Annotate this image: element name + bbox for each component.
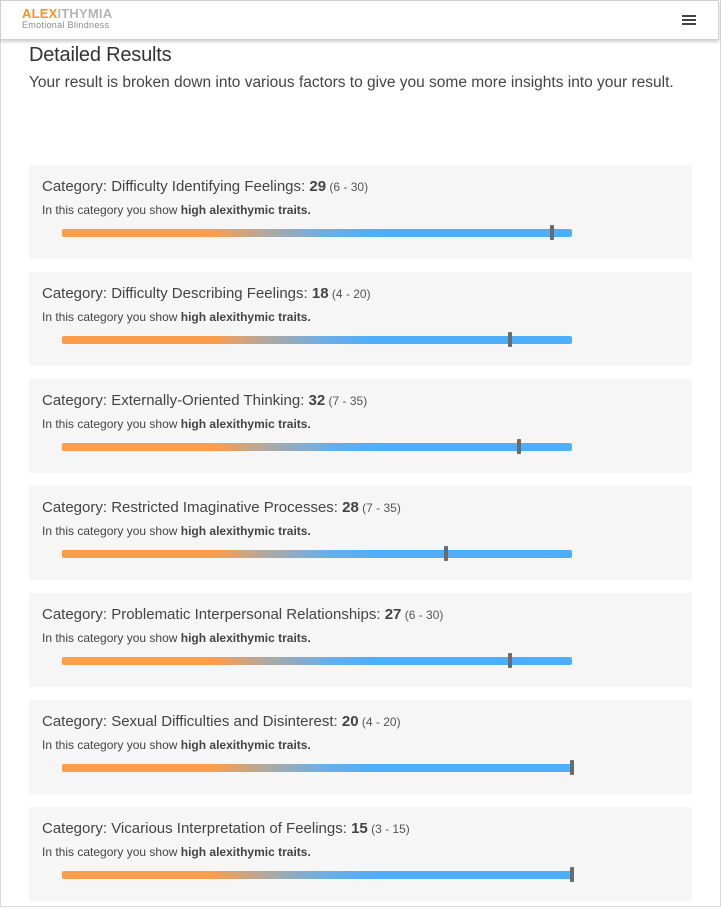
score-marker <box>570 760 574 775</box>
category-description <box>42 417 311 431</box>
category-label-prefix: Category: <box>42 392 112 409</box>
category-card <box>29 272 692 366</box>
hamburger-line <box>682 19 696 21</box>
category-colon: : <box>300 392 309 409</box>
category-colon: : <box>333 713 342 730</box>
category-description <box>42 631 311 645</box>
results-intro: Your result is broken down into various factors to give you some more insights into your result. <box>29 74 674 91</box>
category-label-prefix: Category: <box>42 713 112 730</box>
description-text: In this category you show <box>42 310 181 324</box>
score-scale-bar <box>62 550 572 558</box>
trait-level: high alexithymic traits. <box>180 203 311 217</box>
category-range: (6 - 30) <box>401 608 444 622</box>
score-scale-bar <box>62 336 572 344</box>
hamburger-line <box>682 23 696 25</box>
category-score: 29 <box>309 178 327 195</box>
logo-wordmark-part2: ITHYMIA <box>57 6 113 21</box>
category-description <box>42 203 311 217</box>
description-text: In this category you show <box>42 845 181 859</box>
trait-level: high alexithymic traits. <box>180 417 311 431</box>
category-score: 15 <box>351 820 368 837</box>
category-card <box>29 593 692 687</box>
description-text: In this category you show <box>42 417 181 431</box>
category-card <box>29 700 692 794</box>
score-scale-bar <box>62 871 572 879</box>
category-title <box>42 713 401 730</box>
category-description <box>42 738 311 752</box>
category-range: (4 - 20) <box>358 715 401 729</box>
trait-level: high alexithymic traits. <box>180 845 311 859</box>
category-range: (4 - 20) <box>328 287 371 301</box>
category-name: Difficulty Describing Feelings <box>111 285 304 302</box>
category-colon: : <box>303 285 312 302</box>
hamburger-line <box>682 15 696 17</box>
category-colon: : <box>376 606 385 623</box>
category-name: Vicarious Interpretation of Feelings <box>111 820 343 837</box>
trait-level: high alexithymic traits. <box>180 310 311 324</box>
category-name: Difficulty Identifying Feelings <box>111 178 302 195</box>
trait-level: high alexithymic traits. <box>180 738 311 752</box>
category-range: (6 - 30) <box>326 180 369 194</box>
hamburger-menu-icon[interactable] <box>682 14 698 26</box>
logo-subtitle: Emotional Blindness <box>22 20 110 30</box>
category-label-prefix: Category: <box>42 499 112 516</box>
category-range: (7 - 35) <box>358 501 401 515</box>
category-label-prefix: Category: <box>42 178 112 195</box>
category-card <box>29 486 692 580</box>
category-score: 27 <box>384 606 402 623</box>
score-marker <box>444 546 448 561</box>
category-colon: : <box>333 499 343 516</box>
category-range: (3 - 15) <box>367 822 410 836</box>
category-colon: : <box>301 178 310 195</box>
site-logo[interactable] <box>22 7 112 30</box>
category-label-prefix: Category: <box>42 606 112 623</box>
category-title <box>42 392 367 409</box>
category-score: 32 <box>308 392 326 409</box>
category-description <box>42 524 311 538</box>
category-title <box>42 820 410 837</box>
score-scale-bar <box>62 657 572 665</box>
page-title: Detailed Results <box>29 44 172 66</box>
category-title <box>42 606 443 623</box>
category-title <box>42 285 371 302</box>
category-name: Sexual Difficulties and Disinterest <box>111 713 334 730</box>
category-description <box>42 845 311 859</box>
category-name: Problematic Interpersonal Relationships <box>111 606 377 623</box>
category-score: 28 <box>342 499 359 516</box>
category-label-prefix: Category: <box>42 820 112 837</box>
score-marker <box>508 653 512 668</box>
category-score: 18 <box>311 285 329 302</box>
description-text: In this category you show <box>42 631 181 645</box>
category-score: 20 <box>341 713 359 730</box>
category-description <box>42 310 311 324</box>
score-scale-bar <box>62 764 572 772</box>
score-marker <box>570 867 574 882</box>
description-text: In this category you show <box>42 203 181 217</box>
score-marker <box>550 225 554 240</box>
category-name: Externally-Oriented Thinking <box>111 392 301 409</box>
category-colon: : <box>342 820 352 837</box>
category-range: (7 - 35) <box>325 394 368 408</box>
score-marker <box>508 332 512 347</box>
category-card <box>29 379 692 473</box>
logo-wordmark <box>22 7 112 20</box>
category-label-prefix: Category: <box>42 285 112 302</box>
top-navbar <box>0 0 719 40</box>
category-card <box>29 165 692 259</box>
trait-level: high alexithymic traits. <box>180 631 311 645</box>
category-title <box>42 178 368 195</box>
score-marker <box>517 439 521 454</box>
score-scale-bar <box>62 229 572 237</box>
category-name: Restricted Imaginative Processes <box>111 499 334 516</box>
description-text: In this category you show <box>42 738 181 752</box>
trait-level: high alexithymic traits. <box>180 524 311 538</box>
category-title <box>42 499 401 516</box>
description-text: In this category you show <box>42 524 181 538</box>
score-scale-bar <box>62 443 572 451</box>
category-card <box>29 807 692 901</box>
logo-wordmark-part1: ALEX <box>22 6 58 21</box>
